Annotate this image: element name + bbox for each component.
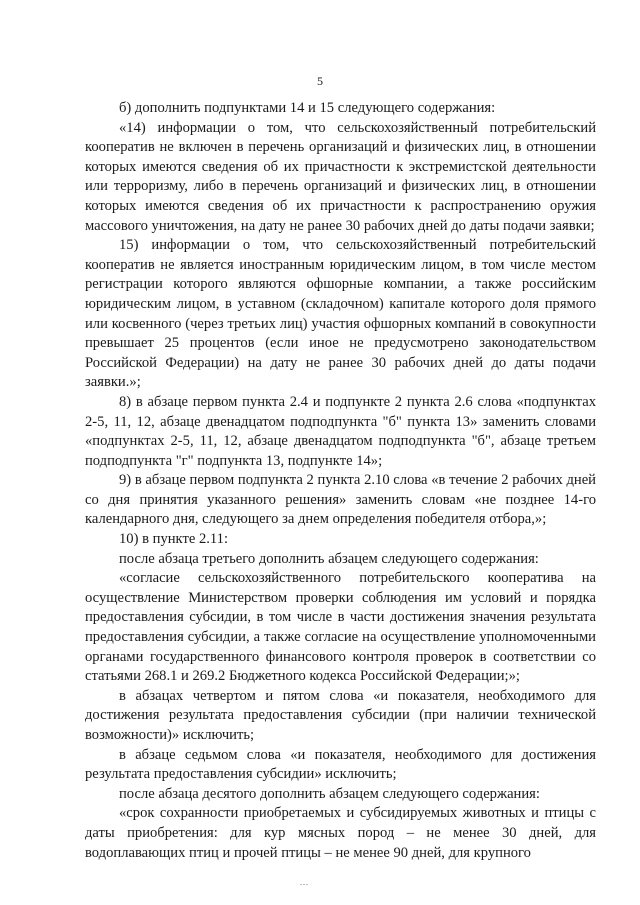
- paragraph-seventh: в абзаце седьмом слова «и показателя, необходимого для достижения результата предоставления субсидии» исключить;: [85, 746, 596, 783]
- paragraph-subitem-14: «14) информации о том, что сельскохозяйственный потребительский кооператив не включен в перечень организаций и физических лиц, в отношении которых имеются сведения об их причастности к экстремистской деятельности или терроризму, либо в перечень организаций и физических лиц, в отношении которых имеются сведения об их причастности к распространению оружия массового уничтожения, на дату не ранее 30 рабочих дней до даты подачи заявки;: [85, 119, 596, 234]
- paragraph-item-8: 8) в абзаце первом пункта 2.4 и подпункте 2 пункта 2.6 слова «подпунктах 2-5, 11, 12, абзаце двенадцатом подподпункта "б" пункта 13» заменить словами «подпунктах 2-5, 11, 12, абзаце двенадцатом подподпункта "б", абзаце третьем подподпункта "г" подпункта 13, подпункте 14»;: [85, 393, 596, 469]
- paragraph-subitem-15: 15) информации о том, что сельскохозяйственный потребительский кооператив не является иностранным юридическим лицом, в том числе местом регистрации которого являются офшорные компании, а также российским юридическим лицом, в уставном (складочном) капитале которого доля прямого или косвенного (через третьих лиц) участия офшорных компаний в совокупности превышает 25 процентов (если иное не предусмотрено законодательством Российской Федерации) на дату не ранее 30 рабочих дней до даты подачи заявки.»;: [85, 237, 596, 391]
- paragraph-item-10: 10) в пункте 2.11:: [119, 531, 229, 548]
- paragraph-item-b: б) дополнить подпунктами 14 и 15 следующего содержания:: [119, 100, 496, 116]
- paragraph-storage-term: «срок сохранности приобретаемых и субсидируемых животных и птицы с даты приобретения: для кур мясных пород – не менее 30 дней, для водоплавающих птиц и прочей птицы – не менее 90 дней, для крупного: [85, 805, 596, 861]
- footer-mark: ...: [300, 878, 309, 887]
- paragraph-after-third: после абзаца третьего дополнить абзацем следующего содержания:: [119, 550, 539, 567]
- paragraph-item-9: 9) в абзаце первом подпункта 2 пункта 2.10 слова «в течение 2 рабочих дней со дня принятия указанного решения» заменить словам «не позднее 14-го календарного дня, следующего за днем определения победителя отбора,»;: [85, 472, 596, 528]
- document-body: [85, 99, 596, 863]
- paragraph-fourth-fifth: в абзацах четвертом и пятом слова «и показателя, необходимого для достижения результата предоставления субсидии (при наличии технической возможности)» исключить;: [85, 687, 596, 743]
- page-number: 5: [317, 74, 323, 88]
- paragraph-consent: «согласие сельскохозяйственного потребительского кооператива на осуществление Министерством проверки соблюдения им условий и порядка предоставления субсидии, в том числе в части достижения значения результата предоставления субсидии, а также согласие на осуществление уполномоченными органами государственного финансового контроля проверок в соответствии со статьями 268.1 и 269.2 Бюджетного кодекса Российской Федерации;»;: [85, 570, 596, 685]
- paragraph-after-tenth: после абзаца десятого дополнить абзацем следующего содержания:: [119, 785, 540, 802]
